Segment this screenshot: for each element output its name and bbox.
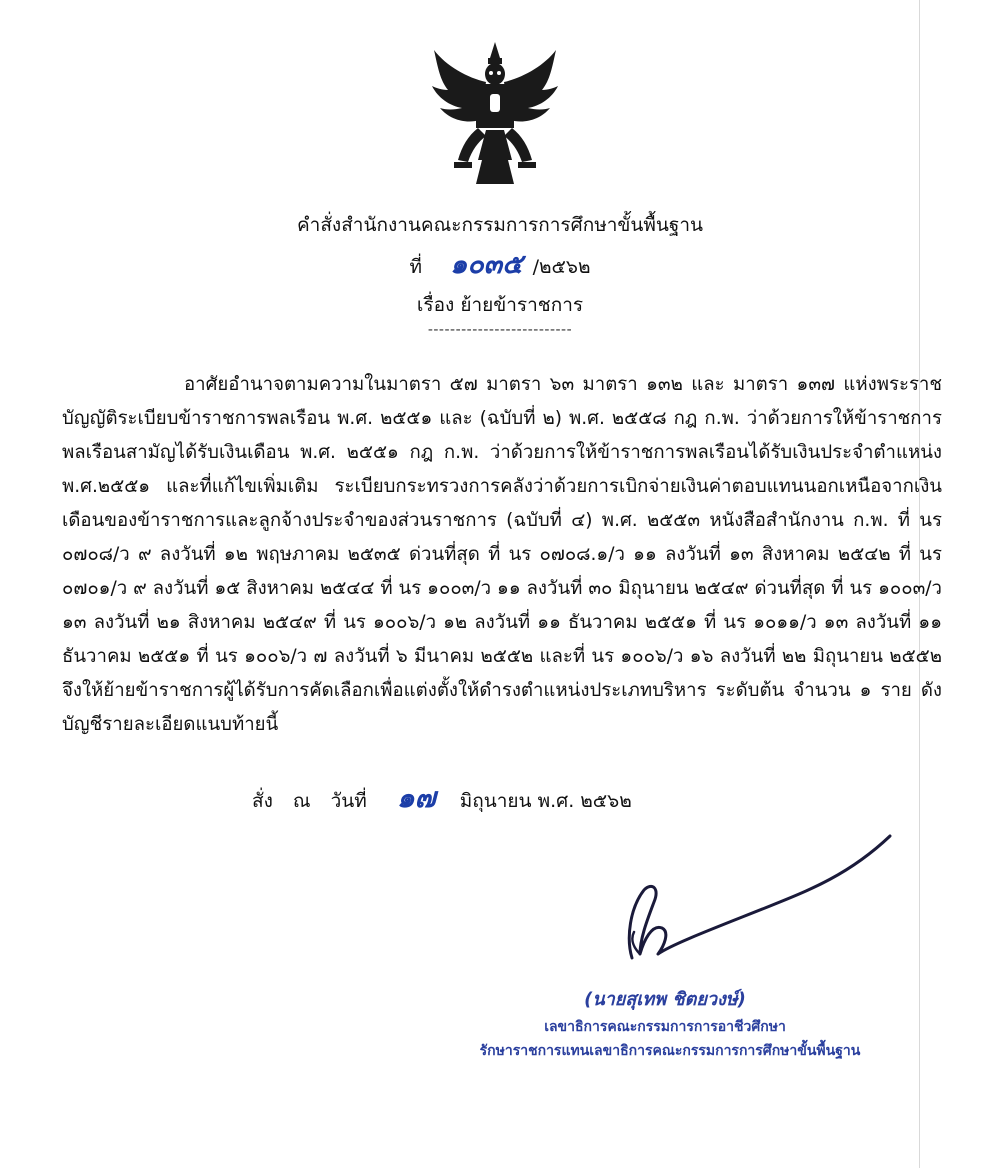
order-number-line xyxy=(0,242,1000,285)
order-number-year: /๒๕๖๒ xyxy=(532,256,591,278)
divider-rule: -------------------------- xyxy=(427,322,573,338)
order-date-month-year: มิถุนายน พ.ศ. ๒๕๖๒ xyxy=(459,790,632,812)
signatory-name: (นายสุเทพ ชิตยวงษ์) xyxy=(584,989,746,1010)
order-number-prefix: ที่ xyxy=(409,256,423,278)
order-subject: เรื่อง ย้ายข้าราชการ xyxy=(416,294,584,316)
order-date-day-handwritten: ๑๗ xyxy=(396,781,436,814)
handwritten-signature-icon xyxy=(600,828,900,978)
order-title: คำสั่งสำนักงานคณะกรรมการการศึกษาขั้นพื้นฐาน xyxy=(296,214,704,236)
garuda-emblem-icon xyxy=(428,38,562,188)
order-date-prefix: สั่ง xyxy=(252,790,273,812)
signatory-position-2: รักษาราชการแทนเลขาธิการคณะกรรมการการศึกษาขั้นพื้นฐาน xyxy=(479,1043,861,1059)
order-date-at: ณ xyxy=(292,790,311,812)
order-body xyxy=(62,368,942,742)
order-body-paragraph: อาศัยอำนาจตามความในมาตรา ๕๗ มาตรา ๖๓ มาตรา ๑๓๒ และ มาตรา ๑๓๗ แห่งพระราชบัญญัติระเบียบข้าราชการพลเรือน พ.ศ. ๒๕๕๑ และ (ฉบับที่ ๒) พ.ศ. ๒๕๕๘ กฎ ก.พ. ว่าด้วยการให้ข้าราชการพลเรือนสามัญได้รับเงินเดือน พ.ศ. ๒๕๕๑ กฎ ก.พ. ว่าด้วยการให้ข้าราชการพลเรือนได้รับเงินประจำตำแหน่ง พ.ศ.๒๕๕๑ และที่แก้ไขเพิ่มเติม ระเบียบกระทรวงการคลังว่าด้วยการเบิกจ่ายเงินค่าตอบแทนนอกเหนือจากเงินเดือนของข้าราชการและลูกจ้างประจำของส่วนราชการ (ฉบับที่ ๔) พ.ศ. ๒๕๕๓ หนังสือสำนักงาน ก.พ. ที่ นร ๐๗๐๘/ว ๙ ลงวันที่ ๑๒ พฤษภาคม ๒๕๓๕ ด่วนที่สุด ที่ นร ๐๗๐๘.๑/ว ๑๑ ลงวันที่ ๑๓ สิงหาคม ๒๕๔๒ ที่ นร ๐๗๐๑/ว ๙ ลงวันที่ ๑๕ สิงหาคม ๒๕๔๔ ที่ นร ๑๐๐๓/ว ๑๑ ลงวันที่ ๓๐ มิถุนายน ๒๕๔๙ ด่วนที่สุด ที่ นร ๑๐๐๓/ว ๑๓ ลงวันที่ ๒๑ สิงหาคม ๒๕๔๙ ที่ นร ๑๐๐๖/ว ๑๒ ลงวันที่ ๑๑ ธันวาคม ๒๕๕๑ ที่ นร ๑๐๑๑/ว ๑๓ ลงวันที่ ๑๑ ธันวาคม ๒๕๕๑ ที่ นร ๑๐๐๖/ว ๗ ลงวันที่ ๖ มีนาคม ๒๕๕๒ และที่ นร ๑๐๐๖/ว ๑๖ ลงวันที่ ๒๒ มิถุนายน ๒๕๕๒ จึงให้ย้ายข้าราชการผู้ได้รับการคัดเลือกเพื่อแต่งตั้งให้ดำรงตำแหน่งประเภทบริหาร ระดับต้น จำนวน ๑ ราย ดังบัญชีรายละเอียดแนบท้ายนี้ xyxy=(62,374,942,735)
order-date-day-label: วันที่ xyxy=(330,790,367,812)
order-date-line xyxy=(252,776,632,820)
signatory-position-1: เลขาธิการคณะกรรมการการอาชีวศึกษา xyxy=(544,1019,786,1035)
order-number-handwritten: ๑๐๓๕ xyxy=(450,249,523,280)
